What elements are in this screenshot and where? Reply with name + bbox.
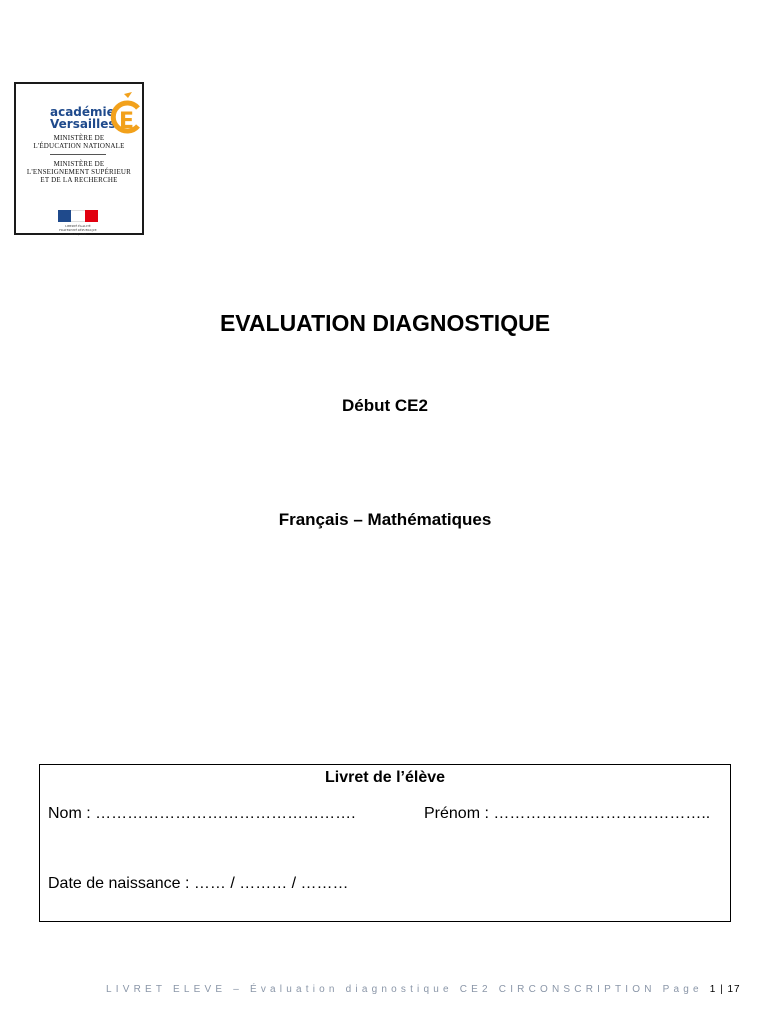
date-of-birth-field: Date de naissance : …… / ……… / ……… (48, 875, 349, 892)
academie-label: académie (50, 105, 115, 119)
ministry-higher-education-label: MINISTÈRE DE L'ENSEIGNEMENT SUPÉRIEUR ET DE LA RECHERCHE (26, 160, 132, 184)
academie-versailles-logo (14, 82, 144, 235)
ministry-education-label: MINISTÈRE DE L'ÉDUCATION NATIONALE (33, 134, 125, 150)
document-subjects: Français – Mathématiques (278, 510, 492, 529)
student-booklet-heading: Livret de l’élève (324, 769, 446, 786)
svg-text:E: E (119, 109, 135, 134)
student-info-box (39, 764, 731, 922)
footer-text: LIVRET ELEVE – Évaluation diagnostique CE2 CIRCONSCRIPTION Page (106, 984, 710, 995)
logo-divider (50, 154, 106, 155)
nom-field: Nom : …………………………………………. (48, 805, 356, 822)
versailles-label: Versailles (50, 117, 116, 131)
document-title: EVALUATION DIAGNOSTIQUE (219, 310, 551, 336)
page-number: 1 | 17 (709, 984, 741, 995)
e-accent-logo-icon (108, 92, 144, 136)
page-footer (106, 984, 741, 995)
republic-motto: LIBERTÉ ÉGALITÉ FRATERNITÉ RÉPUBLIQUE FRANÇAISE (59, 224, 97, 236)
academie-wordmark (50, 106, 116, 130)
french-flag-icon (58, 210, 98, 222)
prenom-field: Prénom : ………………………………….. (424, 805, 711, 822)
document-subtitle: Début CE2 (342, 396, 428, 415)
